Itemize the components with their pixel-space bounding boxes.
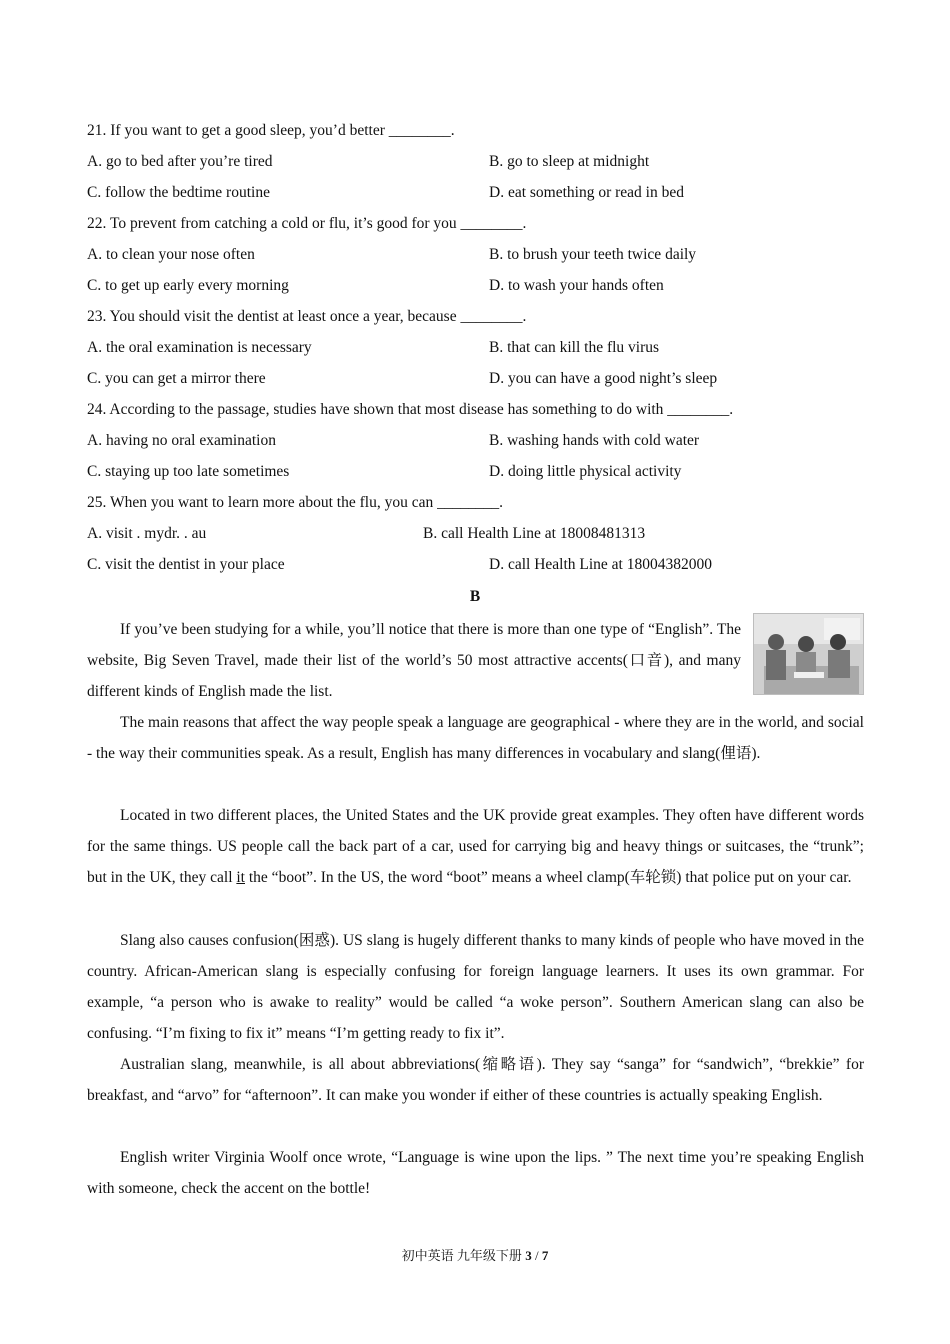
paragraph-4: Slang also causes confusion(困惑). US slang is hugely different thanks to many kinds of people who have moved in the country. African-American slang is especially confusing for foreign language learners. It uses its own grammar. For example, “a person who is awake to reality” would be called “a woke person”. Southern American slang can also be confusing. “I’m fixing to fix it” means “I’m getting ready to fix it”. (87, 932, 864, 1043)
paragraph-6: English writer Virginia Woolf once wrote, “Language is wine upon the lips. ” The next time you’re speaking English with someone, check the accent on the bottle! (87, 1149, 864, 1198)
footer-separator: / (531, 1248, 542, 1263)
paragraph-1: If you’ve been studying for a while, you’ll notice that there is more than one type of “English”. The website, Big Seven Travel, made their list of the world’s 50 most attractive accents(口音), and many different kinds of English made the list. (87, 621, 741, 701)
question-25-option-a: A. visit . mydr. . au (87, 525, 207, 542)
question-23-option-c: C. you can get a mirror there (87, 370, 266, 387)
question-24-option-d: D. doing little physical activity (489, 463, 682, 480)
paragraph-5: Australian slang, meanwhile, is all about abbreviations(缩略语). They say “sanga” for “sandwich”, “brekkie” for breakfast, and “arvo” for “afternoon”. It can make you wonder if either of these countries is actually speaking English. (87, 1056, 864, 1105)
question-25-option-d: D. call Health Line at 18004382000 (489, 556, 712, 573)
question-25-option-b: B. call Health Line at 18008481313 (423, 525, 646, 542)
question-23-option-b: B. that can kill the flu virus (489, 339, 660, 356)
section-b-title: B (469, 588, 481, 605)
question-24-option-c: C. staying up too late sometimes (87, 463, 290, 480)
question-22-option-c: C. to get up early every morning (87, 277, 289, 294)
question-21-option-d: D. eat something or read in bed (489, 184, 684, 201)
question-21-option-b: B. go to sleep at midnight (489, 153, 650, 170)
question-23-stem: 23. You should visit the dentist at least once a year, because ________. (87, 308, 527, 325)
question-24-stem: 24. According to the passage, studies have shown that most disease has something to do with ________. (87, 401, 734, 418)
footer-label: 初中英语 九年级下册 (401, 1248, 526, 1263)
question-21-stem: 21. If you want to get a good sleep, you’d better ________. (87, 122, 455, 139)
students-photo-illustration (754, 614, 864, 695)
question-22-option-b: B. to brush your teeth twice daily (489, 246, 697, 263)
question-22-option-a: A. to clean your nose often (87, 246, 255, 263)
question-21-option-c: C. follow the bedtime routine (87, 184, 270, 201)
paragraph-3 (87, 800, 864, 893)
paragraph-3-text-start: Located in two different places, the United States and the UK provide great examples. They often have different words for the same things. US people call the back part of a car, used for carrying big and heavy things or suitcases, the “trunk”; but in the UK, they call (87, 807, 864, 887)
paragraph-2: The main reasons that affect the way people speak a language are geographical - where they are in the world, and social - the way their communities speak. As a result, English has many differences in vocabulary and slang(俚语). (87, 714, 864, 763)
paragraph-3-underlined-word: it (236, 869, 245, 887)
question-22-stem: 22. To prevent from catching a cold or flu, it’s good for you ________. (87, 215, 527, 232)
question-25-option-c: C. visit the dentist in your place (87, 556, 285, 573)
question-24-option-a: A. having no oral examination (87, 432, 276, 449)
question-21-option-a: A. go to bed after you’re tired (87, 153, 273, 170)
page-footer (0, 1246, 950, 1266)
question-25-stem: 25. When you want to learn more about the flu, you can ________. (87, 494, 503, 511)
question-22-option-d: D. to wash your hands often (489, 277, 664, 294)
question-23-option-a: A. the oral examination is necessary (87, 339, 312, 356)
footer-total-pages: 7 (541, 1248, 549, 1263)
question-23-option-d: D. you can have a good night’s sleep (489, 370, 718, 387)
question-24-option-b: B. washing hands with cold water (489, 432, 700, 449)
paragraph-3-text-end: the “boot”. In the US, the word “boot” means a wheel clamp(车轮锁) that police put on your car. (245, 869, 852, 887)
footer-page-number: 3 (525, 1248, 532, 1263)
students-photo (753, 613, 864, 695)
